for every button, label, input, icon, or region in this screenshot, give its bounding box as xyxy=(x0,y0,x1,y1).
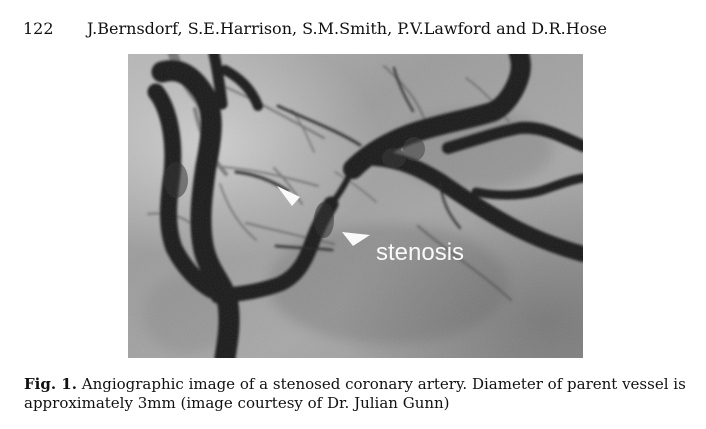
author-line: J.Bernsdorf, S.E.Harrison, S.M.Smith, P.V.Lawford and D.R.Hose xyxy=(87,19,608,38)
caption-label: Fig. 1. xyxy=(24,375,77,393)
figure-caption xyxy=(24,375,694,413)
angiogram-image xyxy=(128,54,583,358)
caption-text: Angiographic image of a stenosed coronary artery. Diameter of parent vessel is approximately 3mm (image courtesy of Dr. Julian Gunn) xyxy=(24,375,686,412)
film-grain-overlay xyxy=(128,54,583,358)
running-header xyxy=(23,18,683,40)
page-number: 122 xyxy=(23,19,54,38)
angiography-figure xyxy=(128,54,583,358)
